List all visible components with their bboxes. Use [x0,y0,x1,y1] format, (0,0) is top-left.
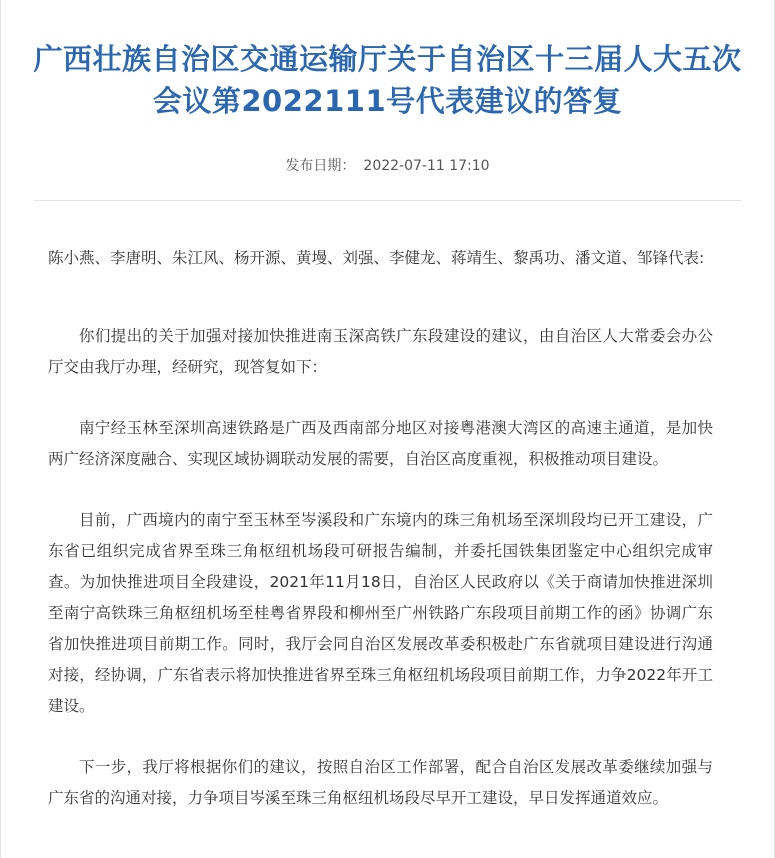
article-title: 广西壮族自治区交通运输厅关于自治区十三届人大五次会议第2022111号代表建议的答复 [33,42,742,118]
paragraph-1: 你们提出的关于加强对接加快推进南玉深高铁广东段建设的建议，由自治区人大常委会办公厅交由我厅办理，经研究，现答复如下： [48,327,713,376]
salutation: 陈小燕、李唐明、朱江风、杨开源、黄墁、刘强、李健龙、蒋靖生、黎禹功、潘文道、邹锋代表: [48,249,705,267]
publish-date-label: 发布日期： [285,158,356,174]
publish-date-value: 2022-07-11 17:10 [363,158,490,174]
publish-info [0,156,775,176]
paragraph-3: 目前，广西境内的南宁至玉林至岑溪段和广东境内的珠三角机场至深圳段均已开工建设，广东省已组织完成省界至珠三角枢纽机场段可研报告编制，并委托国铁集团鉴定中心组织完成审查。为加快推进项目全段建设，2021年11月18日，自治区人民政府以《关于商请加快推进深圳至南宁高铁珠三角枢纽机场至桂粤省界段和柳州至广州铁路广东段项目前期工作的函》协调广东省加快推进项目前期工作。同时，我厅会同自治区发展改革委积极赴广东省就项目建设进行沟通对接，经协调，广东省表示将加快推进省界至珠三角枢纽机场段项目前期工作，力争2022年开工建设。 [48,511,713,715]
paragraph-2: 南宁经玉林至深圳高速铁路是广西及西南部分地区对接粤港澳大湾区的高速主通道，是加快两广经济深度融合、实现区域协调联动发展的需要，自治区高度重视，积极推动项目建设。 [48,419,713,468]
article-body [48,243,713,844]
title-divider [34,200,741,201]
paragraph-4: 下一步，我厅将根据你们的建议，按照自治区工作部署，配合自治区发展改革委继续加强与广东省的沟通对接，力争项目岑溪至珠三角枢纽机场段尽早开工建设，早日发挥通道效应。 [48,758,713,807]
